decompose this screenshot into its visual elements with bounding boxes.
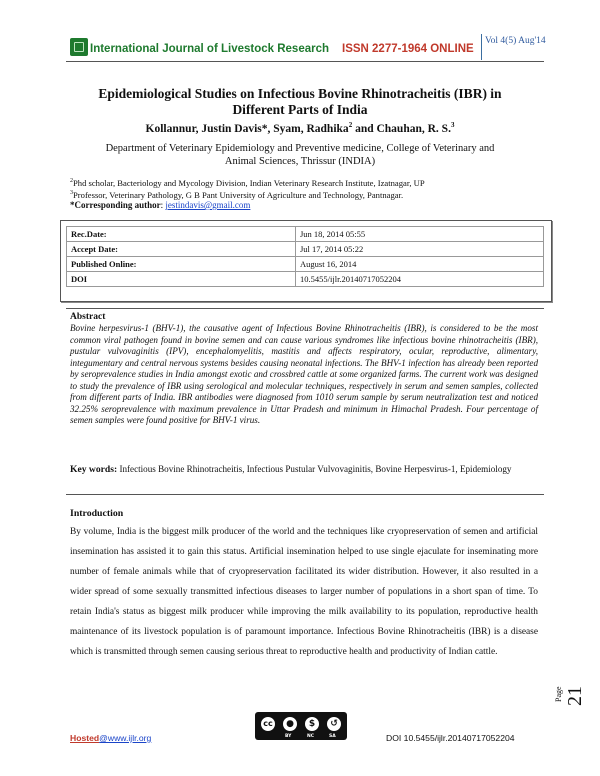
- sa-icon: ↺: [325, 715, 343, 733]
- dates-table-row: [67, 257, 544, 272]
- creative-commons-license-icon: [255, 712, 347, 740]
- dates-table-row: [67, 227, 544, 242]
- corresponding-author: [70, 200, 250, 210]
- introduction-heading: Introduction: [70, 508, 124, 519]
- dates-table-label: DOI: [67, 272, 296, 287]
- issn: ISSN 2277-1964 ONLINE: [342, 43, 474, 55]
- title-line-1: Epidemiological Studies on Infectious Bovine Rhinotracheitis (IBR) in: [98, 86, 502, 101]
- cc-icon: cc: [259, 715, 277, 733]
- affiliation-2: [70, 188, 540, 201]
- dates-table-label: Rec.Date:: [67, 227, 296, 242]
- nc-icon: $: [303, 715, 321, 733]
- dates-table-value: Jun 18, 2014 05:55: [296, 227, 544, 242]
- abstract-heading: Abstract: [70, 312, 106, 322]
- paper-title: [60, 86, 540, 118]
- hosted-label: Hosted: [70, 733, 100, 743]
- department-line-2: Animal Sciences, Thrissur (INDIA): [224, 156, 376, 167]
- affiliation-1-text: Phd scholar, Bacteriology and Mycology Division, Indian Veterinary Research Institute, Izatnagar, UP: [73, 177, 425, 188]
- title-line-2: Different Parts of India: [232, 102, 368, 117]
- license-sa-label: SA: [329, 734, 336, 739]
- author-sup-3: 3: [450, 121, 455, 129]
- corresponding-email-link[interactable]: jestindavis@gmail.com: [165, 200, 251, 210]
- authors: [60, 121, 540, 135]
- hosted-url-link[interactable]: @www.ijlr.org: [99, 733, 152, 743]
- affiliation-1-sup: 2: [70, 178, 73, 184]
- dates-table-row: [67, 272, 544, 287]
- department-line-1: Department of Veterinary Epidemiology and Preventive medicine, College of Veterinary and: [105, 143, 495, 154]
- abstract-text: Bovine herpesvirus-1 (BHV-1), the causative agent of Infectious Bovine Rhinotracheitis (IBR), is considered to be the most common viral pathogen found in bovine semen and can cause various syndromes like infectious bovine rhinotracheitis (IBR), pustular vulvovaginitis (IPV), encephalomyelitis, mastitis and affects respiratory, ocular, reproductive, alimentary, integumentary and central nervous systems besides causing neonatal infections. The BHV-1 infection has already been reported by seroprevalence studies in India amongst exotic and crossbred cattle at some organized farms. The current work was designed to study the prevalence of IBR using serological and molecular techniques, respectively in serum and semen samples, collected from different parts of India. IBR antibodies were diagnosed from 1010 serum sample by serum neutralization test and noticed 32.25% seroprevalence with maximum prevalence in Uttar Pradesh and minimum in Himachal Pradesh. Four percentage of semen samples were found positive for BHV-1 virus.: [70, 323, 538, 425]
- by-icon: ●: [281, 715, 299, 733]
- dates-table-value: Jul 17, 2014 05:22: [296, 242, 544, 257]
- authors-main: Kollannur, Justin Davis*, Syam, Radhika: [145, 122, 349, 135]
- dates-table-value: 10.5455/ijlr.20140717052204: [296, 272, 544, 287]
- introduction-text: By volume, India is the biggest milk producer of the world and the techniques like cryopreservation of semen and artificial insemination has assisted it to gain this status. Artificial insemination helped to use single ejaculate for inseminating more number of female animals while that of cryopreservation facilitated its wider distribution. However, it also resulted in a wider spread of some sexually transmitted infectious diseases to larger number of populations in a short span of time. To retain India's status as biggest milk producer while improving the milk availability to its population, reproductive health maintenance of its livestock population is of paramount importance. Infectious Bovine Rhinotracheitis (IBR) is a disease which is transmitted through semen causing serious threat to reproductive health and productivity of Indian cattle.: [70, 527, 538, 657]
- authors-tail: and Chauhan, R. S.: [352, 122, 451, 135]
- header-rule: [66, 61, 544, 62]
- corresponding-label: *Corresponding author: [70, 200, 161, 210]
- affiliation-1: [70, 176, 540, 189]
- keywords-label: Key words:: [70, 464, 118, 475]
- page-word: Page: [554, 686, 563, 702]
- affiliation-2-text: Professor, Veterinary Pathology, G B Pant University of Agriculture and Technology, Pantnagar.: [73, 189, 404, 200]
- dates-table-row: [67, 242, 544, 257]
- keywords: [70, 464, 538, 476]
- footer-doi: DOI 10.5455/ijlr.20140717052204: [386, 733, 515, 743]
- affiliation-2-sup: 3: [70, 190, 73, 196]
- department: [70, 142, 530, 168]
- keywords-rule: [66, 494, 544, 495]
- page-number-value: 21: [564, 686, 586, 706]
- page-number: [554, 658, 584, 708]
- author-sup-2: 2: [348, 121, 353, 129]
- abstract-rule: [66, 308, 544, 309]
- hosted-by: [70, 733, 151, 743]
- header-divider: [481, 34, 482, 60]
- dates-table-label: Published Online:: [67, 257, 296, 272]
- volume-label: Vol 4(5) Aug'14: [485, 36, 546, 46]
- license-by-label: BY: [285, 734, 292, 739]
- corresponding-sep: :: [160, 200, 166, 210]
- keywords-text: Infectious Bovine Rhinotracheitis, Infectious Pustular Vulvovaginitis, Bovine Herpesvirus-1, Epidemiology: [119, 464, 512, 474]
- journal-logo-icon: [70, 38, 88, 56]
- dates-table-label: Accept Date:: [67, 242, 296, 257]
- dates-table: [66, 226, 544, 287]
- journal-name: International Journal of Livestock Research: [90, 43, 330, 55]
- license-nc-label: NC: [307, 734, 315, 739]
- dates-table-value: August 16, 2014: [296, 257, 544, 272]
